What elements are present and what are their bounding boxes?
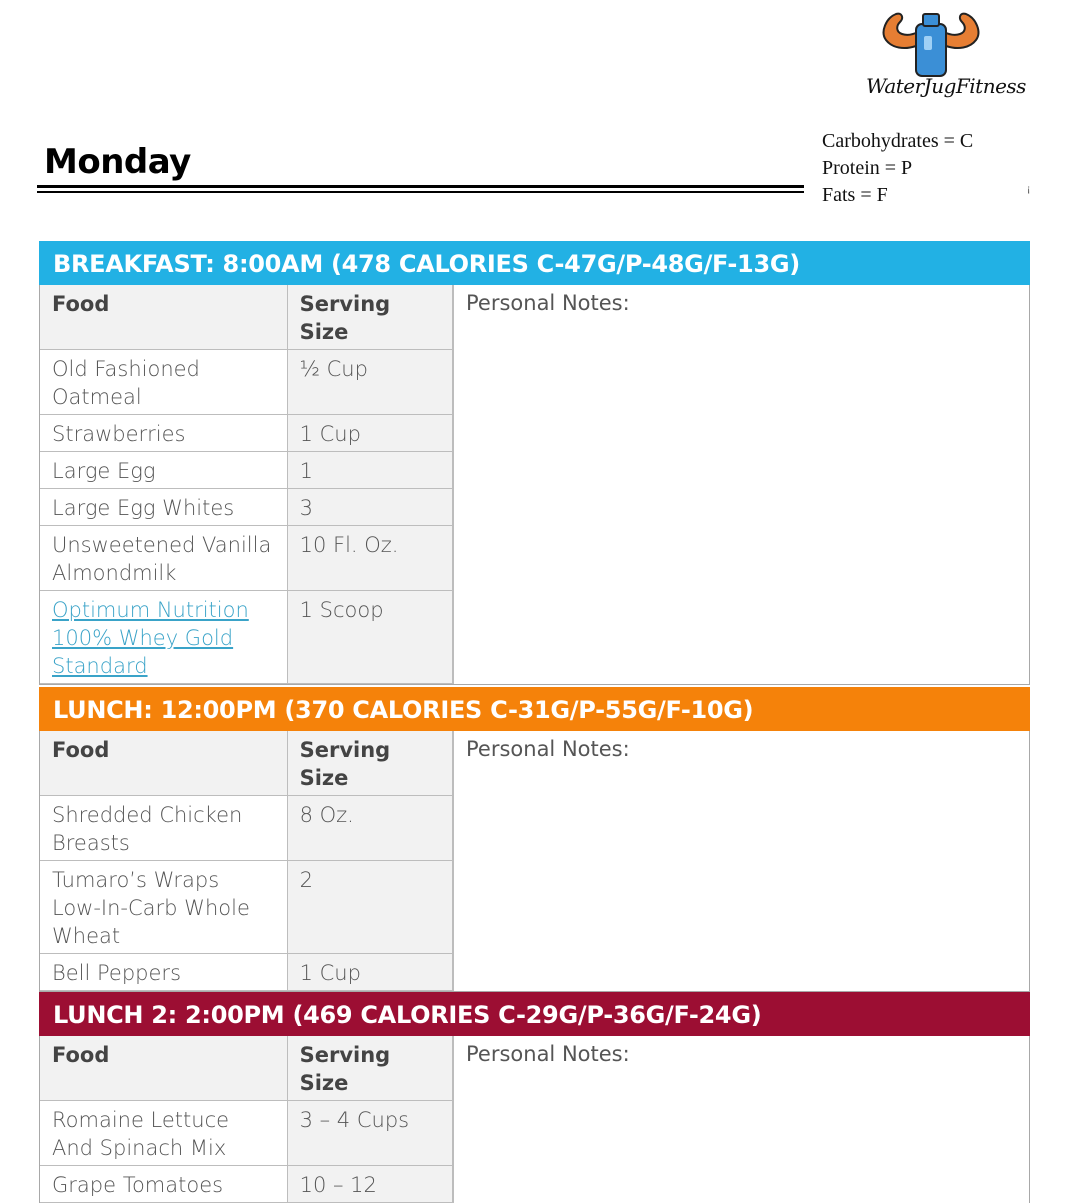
table-row	[40, 591, 453, 684]
serving-cell: 1	[287, 452, 452, 489]
table-header-row	[40, 731, 453, 796]
serving-cell: 10 – 12	[287, 1166, 452, 1203]
food-cell: Unsweetened Vanilla Almondmilk	[40, 526, 287, 591]
title-rule	[37, 185, 804, 188]
food-product-link[interactable]: Optimum Nutrition 100% Whey Gold Standard	[52, 598, 249, 678]
stray-mark: ¡	[1027, 184, 1031, 195]
personal-notes[interactable]: Personal Notes:	[453, 1036, 1029, 1203]
meal-table	[39, 731, 1030, 992]
table-header-row	[40, 1036, 453, 1101]
flexing-jug-icon	[866, 4, 996, 79]
table-row	[40, 350, 453, 415]
col-food-header: Food	[40, 285, 287, 350]
table-row	[40, 1166, 453, 1203]
macro-legend	[822, 128, 973, 209]
meal-table	[39, 285, 1030, 685]
food-cell: Romaine Lettuce And Spinach Mix	[40, 1101, 287, 1166]
food-cell: Grape Tomatoes	[40, 1166, 287, 1203]
personal-notes[interactable]: Personal Notes:	[453, 285, 1029, 684]
day-title: Monday	[44, 142, 191, 182]
serving-cell: 3 – 4 Cups	[287, 1101, 452, 1166]
table-row	[40, 1101, 453, 1166]
col-serving-header: Serving Size	[287, 285, 452, 350]
meal-table	[39, 1036, 1030, 1203]
table-row	[40, 954, 453, 991]
serving-cell: 1 Cup	[287, 954, 452, 991]
col-serving-header: Serving Size	[287, 731, 452, 796]
serving-cell: 2	[287, 861, 452, 954]
col-serving-header: Serving Size	[287, 1036, 452, 1101]
personal-notes[interactable]: Personal Notes:	[453, 731, 1029, 991]
table-row	[40, 415, 453, 452]
table-row	[40, 796, 453, 861]
food-cell: Bell Peppers	[40, 954, 287, 991]
meal-lunch-2	[39, 992, 1030, 1203]
food-cell: Strawberries	[40, 415, 287, 452]
serving-cell: 10 Fl. Oz.	[287, 526, 452, 591]
food-cell: Large Egg	[40, 452, 287, 489]
legend-protein: Protein = P	[822, 157, 913, 179]
table-row	[40, 861, 453, 954]
serving-cell: 8 Oz.	[287, 796, 452, 861]
table-row	[40, 489, 453, 526]
legend-fats: Fats = F	[822, 184, 888, 206]
food-cell: Large Egg Whites	[40, 489, 287, 526]
meal-lunch	[39, 687, 1030, 992]
serving-cell: 3	[287, 489, 452, 526]
serving-cell: 1 Cup	[287, 415, 452, 452]
meal-header: LUNCH: 12:00PM (370 CALORIES C-31G/P-55G/F-10G)	[39, 687, 1030, 731]
logo-text: WaterJugFitness	[866, 74, 1026, 98]
food-cell: Shredded Chicken Breasts	[40, 796, 287, 861]
table-row	[40, 526, 453, 591]
table-header-row	[40, 285, 453, 350]
food-cell	[40, 591, 287, 684]
food-cell: Old Fashioned Oatmeal	[40, 350, 287, 415]
serving-cell: ½ Cup	[287, 350, 452, 415]
table-row	[40, 452, 453, 489]
legend-carbs: Carbohydrates = C	[822, 130, 974, 152]
meal-header: LUNCH 2: 2:00PM (469 CALORIES C-29G/P-36G/F-24G)	[39, 992, 1030, 1036]
title-rule-second	[37, 191, 804, 193]
col-food-header: Food	[40, 1036, 287, 1101]
meal-breakfast	[39, 241, 1030, 685]
food-cell: Tumaro’s Wraps Low-In-Carb Whole Wheat	[40, 861, 287, 954]
col-food-header: Food	[40, 731, 287, 796]
meal-header: BREAKFAST: 8:00AM (478 CALORIES C-47G/P-48G/F-13G)	[39, 241, 1030, 285]
brand-logo	[866, 4, 1026, 114]
serving-cell: 1 Scoop	[287, 591, 452, 684]
